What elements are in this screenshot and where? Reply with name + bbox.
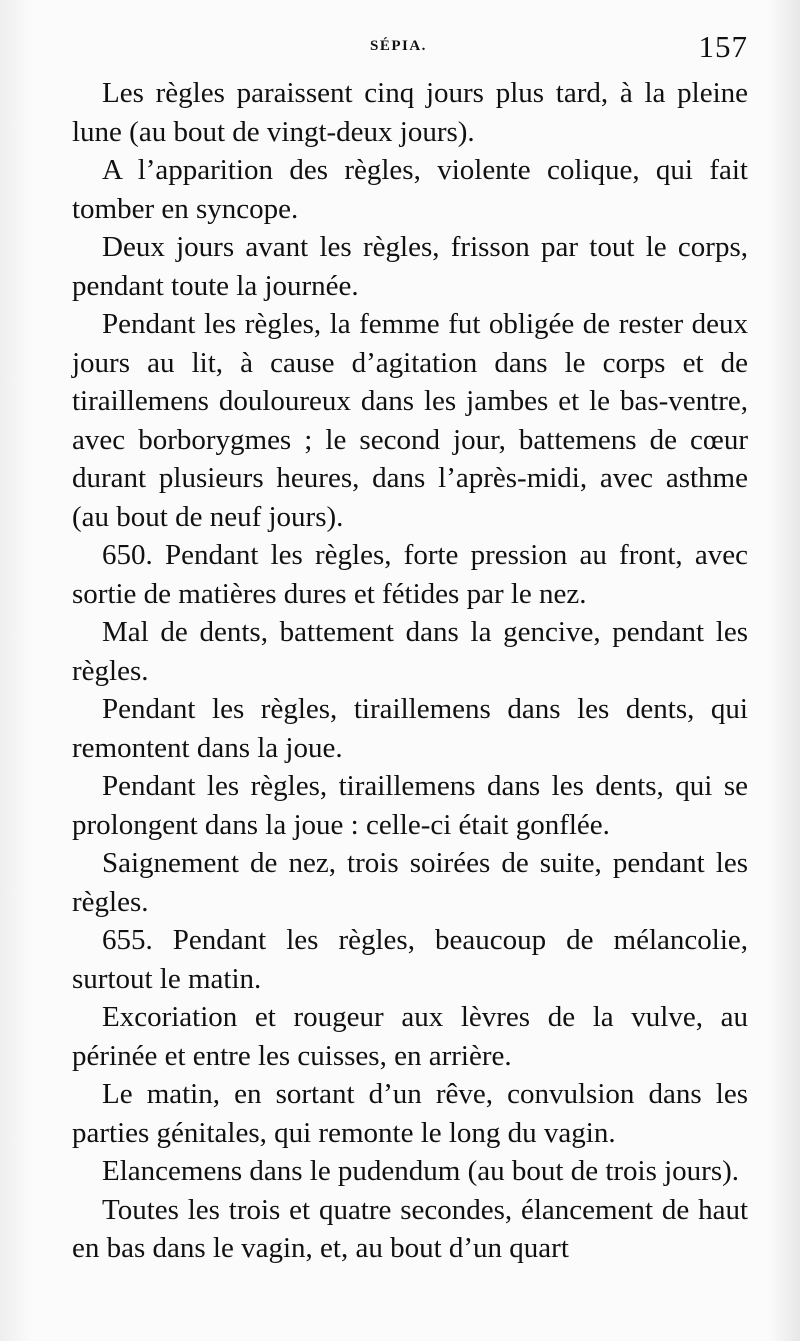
paragraph: Le matin, en sortant d’un rêve, convulsion dans les parties génitales, qui remonte le long du vagin.: [72, 1078, 748, 1149]
paragraph: 650. Pendant les règles, forte pression au front, avec sortie de matières dures et fétides par le nez.: [72, 539, 748, 610]
paragraph: Deux jours avant les règles, frisson par tout le corps, pendant toute la journée.: [72, 231, 748, 302]
page-header: [72, 30, 748, 74]
running-head: SÉPIA.: [370, 38, 427, 54]
paragraph: Pendant les règles, la femme fut obligée de rester deux jours au lit, à cause d’agitation dans le corps et de tiraillemens douloureux dans les jambes et le bas-ventre, avec borborygmes ; le second jour, battemens de cœur durant plusieurs heures, dans l’après-midi, avec asthme (au bout de neuf jours).: [72, 308, 748, 533]
paragraph: Pendant les règles, tiraillemens dans les dents, qui se prolongent dans la joue : celle-ci était gonflée.: [72, 770, 748, 841]
paragraph: Toutes les trois et quatre secondes, élancement de haut en bas dans le vagin, et, au bout d’un quart: [72, 1193, 748, 1264]
paragraph: Saignement de nez, trois soirées de suite, pendant les règles.: [72, 847, 748, 918]
paragraph: Pendant les règles, tiraillemens dans les dents, qui remontent dans la joue.: [72, 693, 748, 764]
paragraph: Excoriation et rougeur aux lèvres de la vulve, au périnée et entre les cuisses, en arrière.: [72, 1001, 748, 1072]
paragraph: 655. Pendant les règles, beaucoup de mélancolie, surtout le matin.: [72, 924, 748, 995]
paragraph: Les règles paraissent cinq jours plus tard, à la pleine lune (au bout de vingt-deux jours).: [72, 77, 748, 148]
paragraph: Elancemens dans le pudendum (au bout de trois jours).: [102, 1155, 740, 1187]
page-number: 157: [698, 29, 748, 64]
paragraph: A l’apparition des règles, violente colique, qui fait tomber en syncope.: [72, 154, 748, 225]
paragraph: Mal de dents, battement dans la gencive, pendant les règles.: [72, 616, 748, 687]
page-body: [72, 74, 748, 1268]
